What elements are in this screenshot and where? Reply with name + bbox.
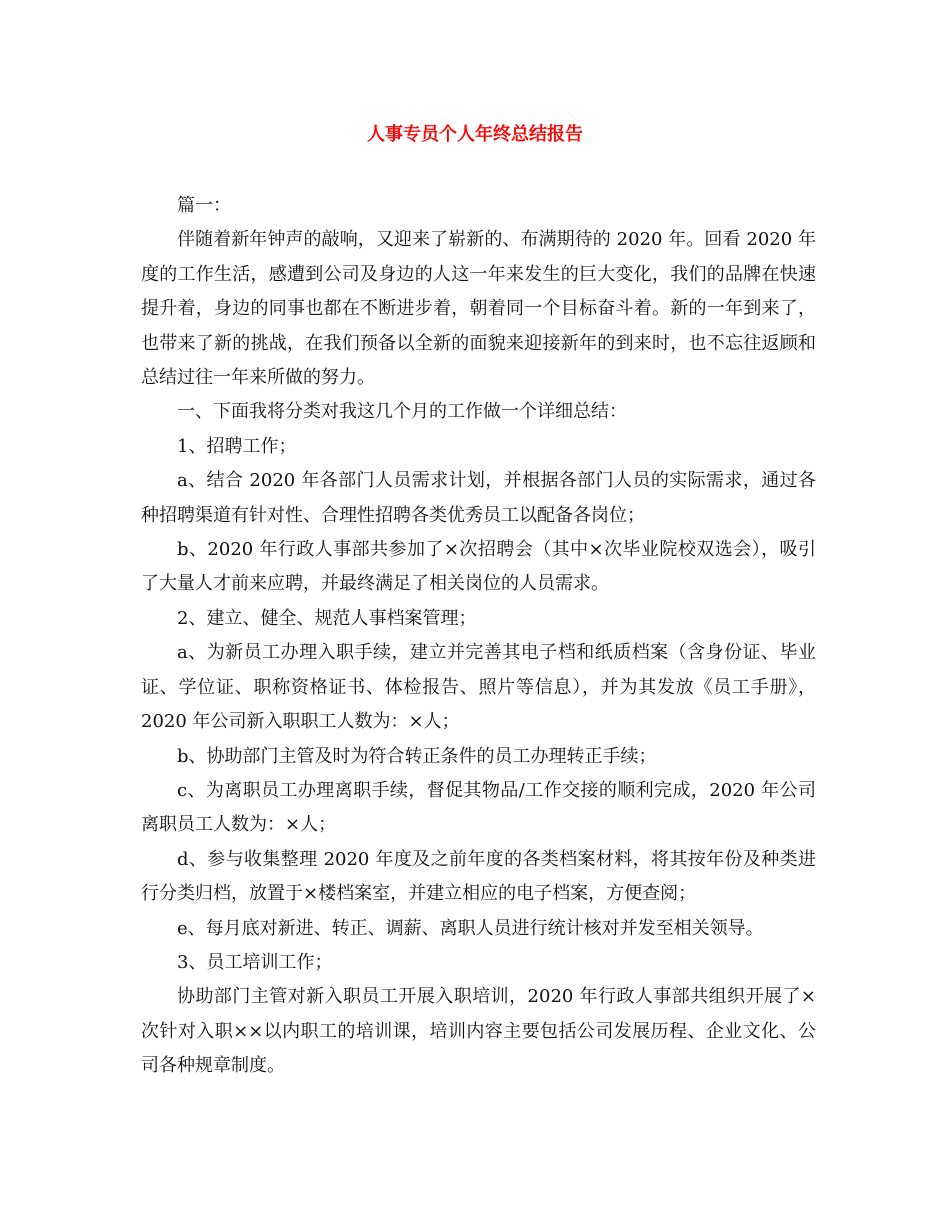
paragraph-recruitment-a: a、结合 2020 年各部门人员需求计划，并根据各部门人员的实际需求，通过各种招聘渠道有针对性、合理性招聘各类优秀员工以配备各岗位；	[141, 470, 816, 526]
document-body	[141, 189, 816, 1084]
paragraph-section-label: 篇一：	[177, 195, 231, 216]
paragraph-heading-archives: 2、建立、健全、规范人事档案管理；	[177, 607, 477, 629]
document-title: 人事专员个人年终总结报告	[367, 124, 583, 145]
paragraph-heading-training: 3、员工培训工作；	[177, 951, 333, 973]
paragraph-archives-b: b、协助部门主管及时为符合转正条件的员工办理转正手续；	[177, 745, 657, 767]
paragraph-recruitment-b: b、2020 年行政人事部共参加了×次招聘会（其中×次毕业院校双选会），吸引了大量人才前来应聘，并最终满足了相关岗位的人员需求。	[141, 539, 816, 595]
paragraph-training: 协助部门主管对新入职员工开展入职培训，2020 年行政人事部共组织开展了×次针对入职××以内职工的培训课，培训内容主要包括公司发展历程、企业文化、公司各种规章制度。	[141, 986, 816, 1077]
paragraph-archives-e: e、每月底对新进、转正、调薪、离职人员进行统计核对并发至相关领导。	[177, 917, 764, 939]
paragraph-archives-c: c、为离职员工办理离职手续，督促其物品/工作交接的顺利完成，2020 年公司离职员工人数为：×人；	[141, 779, 816, 836]
paragraph-heading-recruitment: 1、招聘工作；	[177, 435, 297, 457]
paragraph-archives-d: d、参与收集整理 2020 年度及之前年度的各类档案材料，将其按年份及种类进行分类归档，放置于×楼档案室，并建立相应的电子档案，方便查阅；	[141, 848, 816, 905]
paragraph-intro: 伴随着新年钟声的敲响，又迎来了崭新的、布满期待的 2020 年。回看 2020 年度的工作生活，感遭到公司及身边的人这一年来发生的巨大变化，我们的品牌在快速提升着，身边的同事也都在不断进步着，朝着同一个目标奋斗着。新的一年到来了，也带来了新的挑战，在我们预备以全新的面貌来迎接新年的到来时，也不忘往返顾和总结过往一年来所做的努力。	[141, 229, 816, 389]
paragraph-heading-summary: 一、下面我将分类对我这几个月的工作做一个详细总结：	[177, 401, 627, 423]
paragraph-archives-a: a、为新员工办理入职手续，建立并完善其电子档和纸质档案（含身份证、毕业证、学位证、职称资格证书、体检报告、照片等信息），并为其发放《员工手册》，2020 年公司新入职职工人数为：×人；	[141, 642, 816, 733]
